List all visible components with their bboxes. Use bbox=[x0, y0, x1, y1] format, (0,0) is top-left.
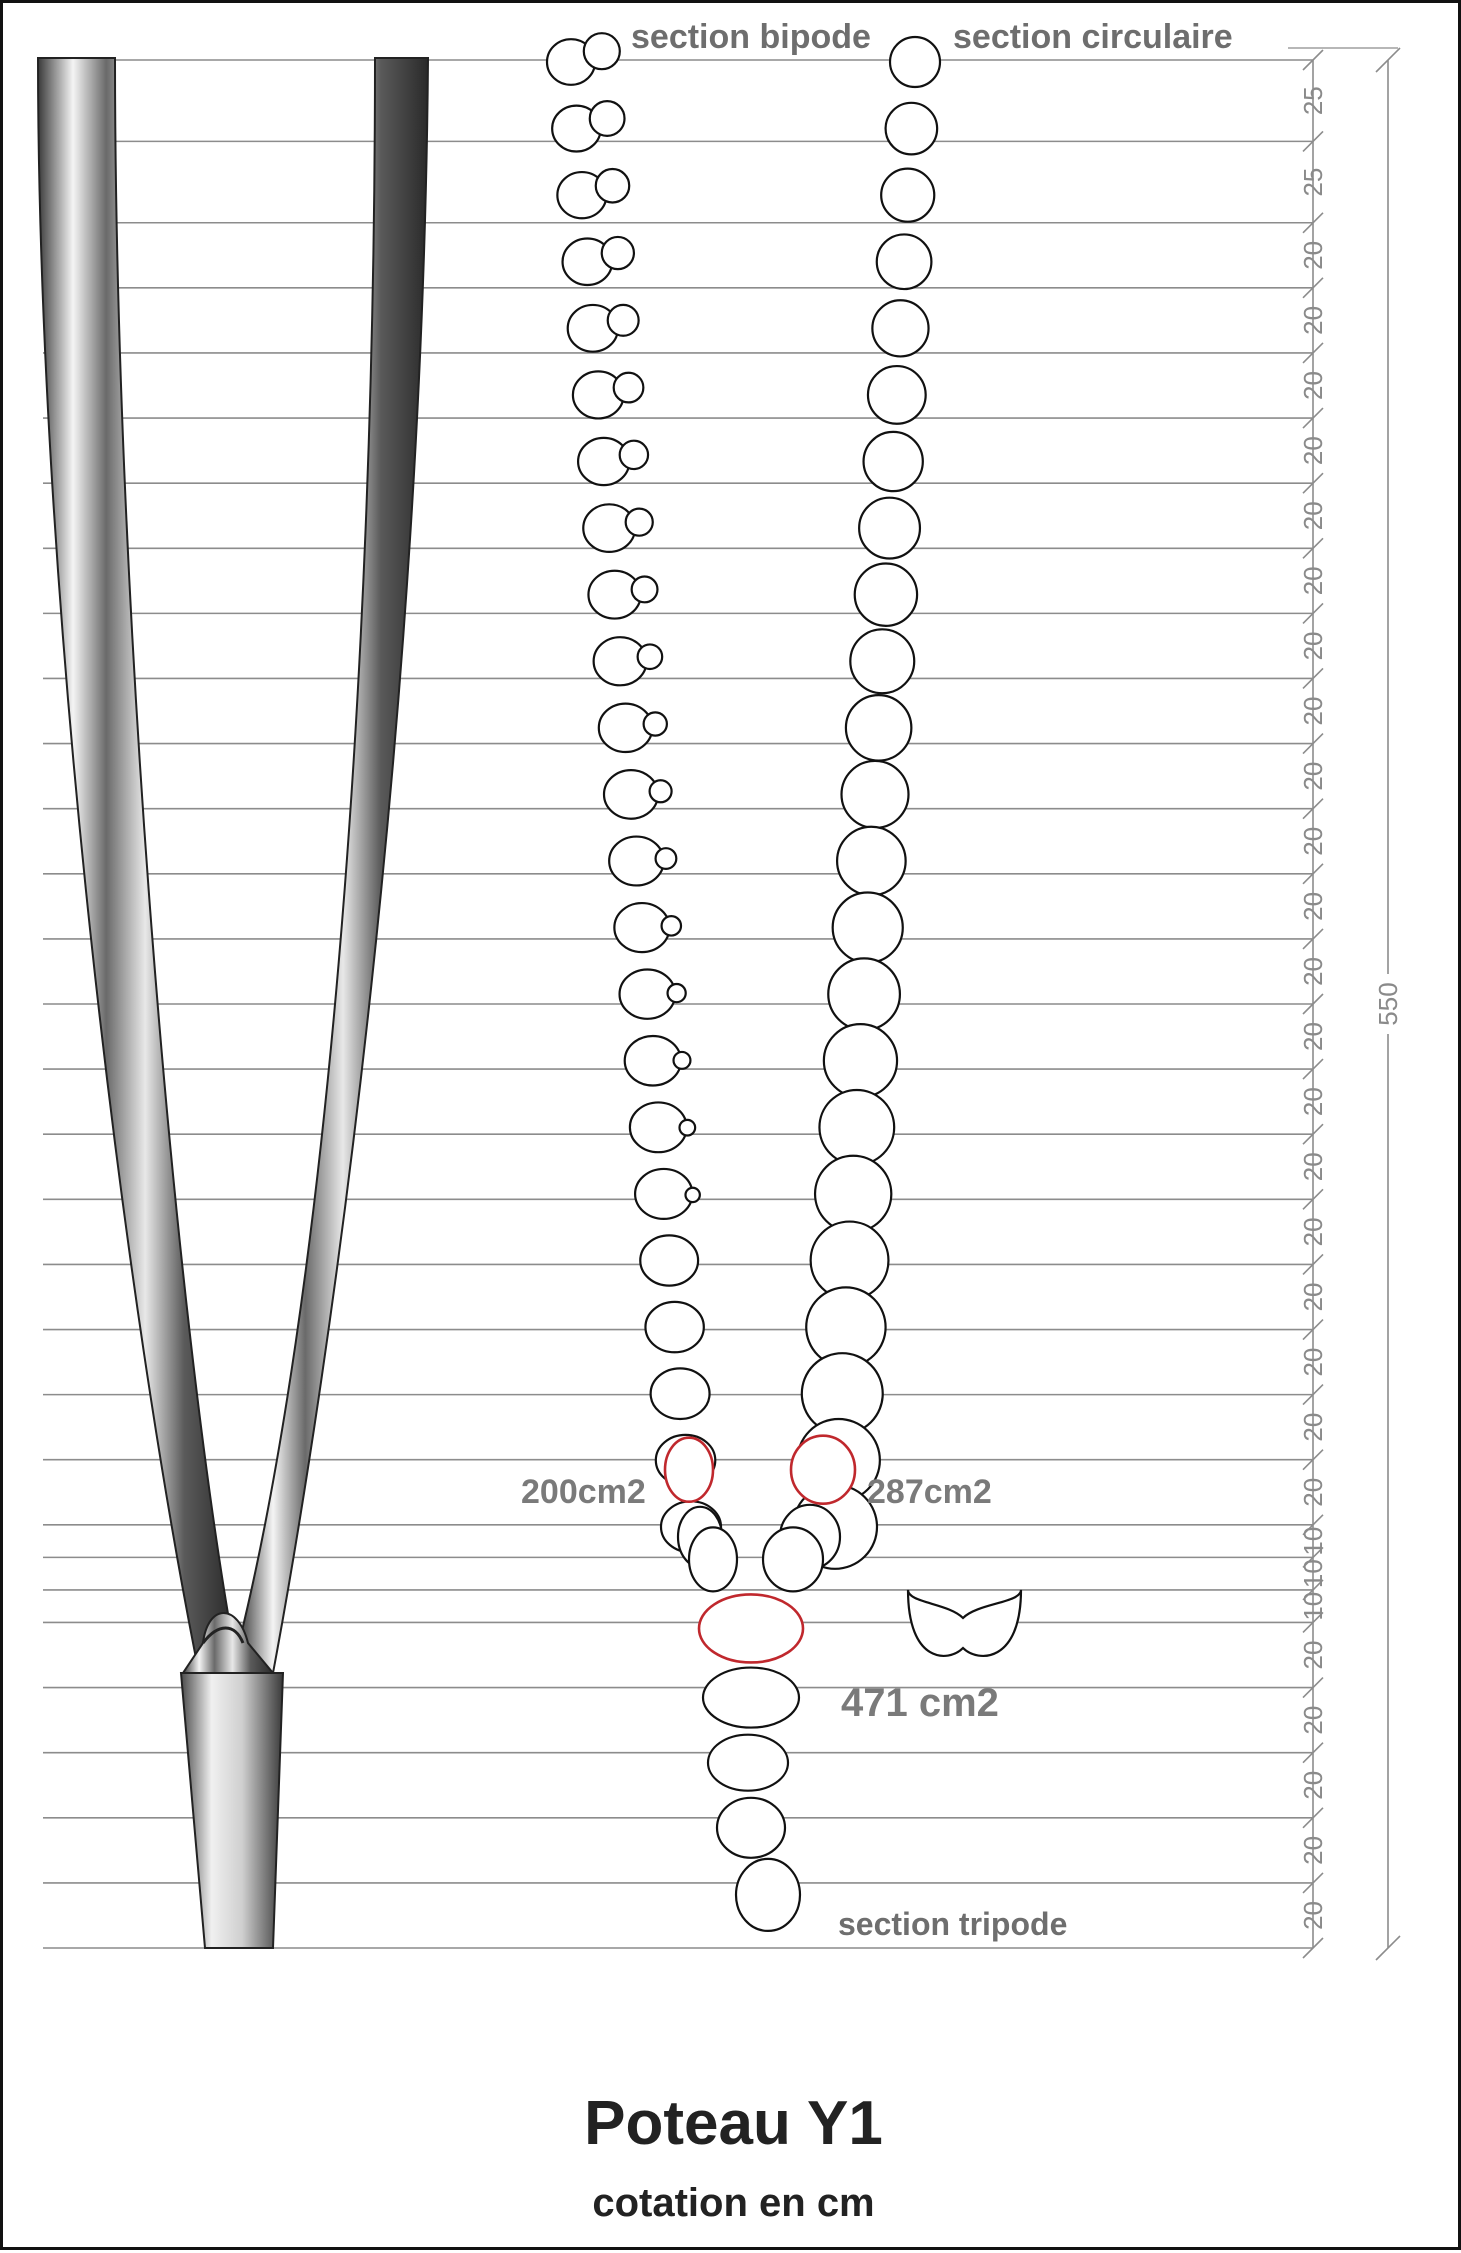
dimension-label: 20 bbox=[1298, 371, 1328, 400]
bipode-section bbox=[547, 33, 620, 85]
dimension-label: 10 bbox=[1298, 1526, 1328, 1556]
bipode-section bbox=[645, 1302, 703, 1352]
label-section-bipode: section bipode bbox=[631, 18, 871, 56]
bipode-section bbox=[552, 101, 624, 151]
dimension-label: 25 bbox=[1298, 167, 1328, 197]
bipode-section bbox=[651, 1368, 710, 1419]
dimension-label: 20 bbox=[1298, 1640, 1328, 1670]
dimension-label: 20 bbox=[1298, 1152, 1328, 1182]
circular-section bbox=[872, 300, 928, 356]
circular-section bbox=[881, 169, 934, 222]
circular-section bbox=[886, 103, 938, 155]
bipode-section bbox=[609, 837, 676, 886]
dimension-label: 20 bbox=[1298, 1347, 1328, 1377]
left-arm bbox=[38, 58, 233, 1693]
circular-section bbox=[890, 37, 940, 87]
circular-section bbox=[846, 695, 911, 760]
dimension-label: 20 bbox=[1298, 1282, 1328, 1312]
column-drawing bbox=[3, 3, 1461, 2253]
circular-section bbox=[842, 761, 909, 828]
dimension-label: 10 bbox=[1298, 1591, 1328, 1621]
tripode-section bbox=[736, 1859, 800, 1931]
circular-section bbox=[828, 958, 900, 1030]
dimension-label: 20 bbox=[1298, 305, 1328, 335]
dimension-label: 20 bbox=[1298, 1900, 1328, 1930]
column-elevation bbox=[38, 58, 428, 1948]
dimension-label: 20 bbox=[1298, 1770, 1328, 1800]
bipode-section bbox=[563, 237, 634, 285]
dimension-label: 20 bbox=[1298, 1705, 1328, 1735]
dimension-label: 10 bbox=[1298, 1559, 1328, 1589]
bipode-section bbox=[573, 371, 643, 418]
dimension-label: 20 bbox=[1298, 956, 1328, 986]
bipode-section bbox=[599, 704, 667, 752]
label-area-circulaire: 287cm2 bbox=[867, 1473, 992, 1511]
circular-section bbox=[819, 1090, 894, 1165]
tripode-section bbox=[703, 1668, 799, 1728]
page-title: Poteau Y1 bbox=[584, 2089, 883, 2158]
dimension-label: 20 bbox=[1298, 761, 1328, 791]
bipode-section bbox=[689, 1527, 737, 1591]
circular-section bbox=[855, 563, 917, 625]
dimension-label: 20 bbox=[1298, 1412, 1328, 1442]
circular-section bbox=[877, 234, 932, 289]
bipode-section-highlight bbox=[665, 1438, 713, 1502]
tripode-section bbox=[708, 1735, 788, 1791]
dimension-label: 20 bbox=[1298, 1217, 1328, 1247]
dimension-label: 20 bbox=[1298, 696, 1328, 726]
double-lobe-section bbox=[908, 1590, 1021, 1656]
trunk bbox=[181, 1673, 283, 1948]
dimension-label: 20 bbox=[1298, 631, 1328, 661]
circular-section bbox=[837, 827, 906, 896]
label-area-bipode: 200cm2 bbox=[521, 1473, 646, 1511]
tripode-section bbox=[717, 1798, 785, 1858]
tripode-section-highlight bbox=[699, 1594, 803, 1662]
dimension-label: 20 bbox=[1298, 501, 1328, 531]
circular-section bbox=[815, 1156, 891, 1232]
dimension-label: 20 bbox=[1298, 1835, 1328, 1865]
bipode-section bbox=[583, 504, 652, 552]
dimension-label: 20 bbox=[1298, 566, 1328, 596]
label-section-tripode: section tripode bbox=[838, 1906, 1068, 1942]
dimension-label: 25 bbox=[1298, 86, 1328, 116]
dimension-label: 20 bbox=[1298, 891, 1328, 921]
bipode-section bbox=[614, 903, 681, 952]
circular-section bbox=[864, 432, 923, 491]
bipode-section bbox=[620, 970, 686, 1019]
circular-section bbox=[859, 498, 920, 559]
label-area-tripode: 471 cm2 bbox=[841, 1681, 999, 1725]
bipode-section bbox=[635, 1169, 700, 1219]
bipode-section bbox=[625, 1036, 691, 1086]
page-subtitle: cotation en cm bbox=[592, 2181, 875, 2225]
circular-section bbox=[850, 629, 914, 693]
circular-section bbox=[868, 366, 926, 424]
bipode-section bbox=[604, 770, 672, 819]
dimension-label: 20 bbox=[1298, 436, 1328, 466]
dimension-label: 20 bbox=[1298, 1087, 1328, 1117]
circular-section bbox=[833, 893, 903, 963]
bipode-section bbox=[640, 1235, 698, 1285]
circular-section bbox=[824, 1024, 897, 1097]
bipode-section bbox=[630, 1102, 695, 1152]
bipode-section bbox=[588, 571, 657, 619]
label-section-circulaire: section circulaire bbox=[953, 18, 1233, 56]
cross-sections bbox=[547, 33, 1021, 1931]
dimension-label: 20 bbox=[1298, 1022, 1328, 1052]
dimension-label: 20 bbox=[1298, 826, 1328, 856]
bipode-section bbox=[557, 169, 629, 218]
bipode-section bbox=[568, 305, 639, 352]
dimension-label: 20 bbox=[1298, 1477, 1328, 1507]
right-arm bbox=[239, 58, 428, 1673]
circular-section-highlight bbox=[791, 1436, 855, 1504]
dimension-label: 20 bbox=[1298, 240, 1328, 270]
total-dimension-label: 550 bbox=[1373, 982, 1403, 1026]
bipode-section bbox=[578, 438, 648, 485]
circular-section bbox=[763, 1527, 823, 1591]
